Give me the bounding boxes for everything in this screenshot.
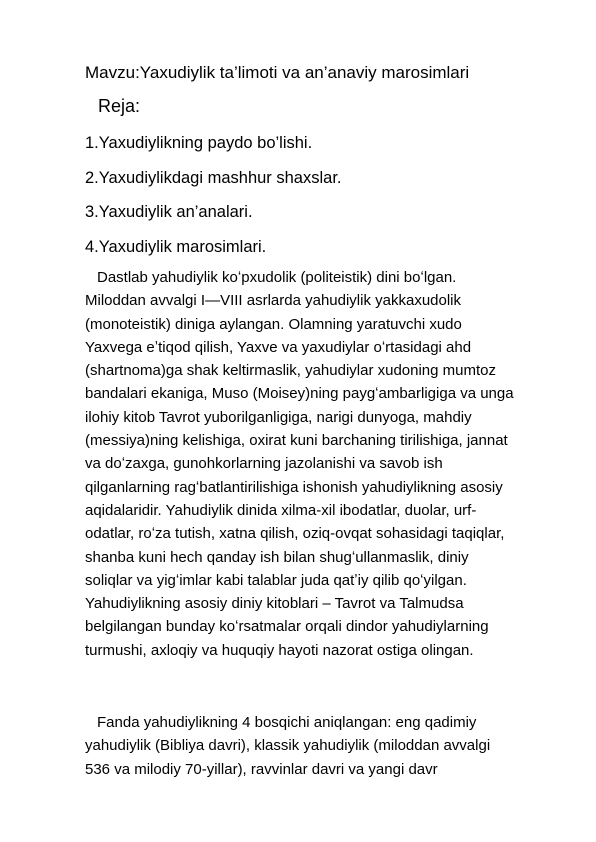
plan-item: 4.Yaxudiylik marosimlari. bbox=[85, 238, 267, 256]
document-title: Mavzu:Yaxudiylik ta’limoti va an’anaviy marosimlari bbox=[85, 63, 470, 82]
plan-heading: Reja: bbox=[98, 96, 141, 116]
text-line: (shartnoma)ga shak keltirmaslik, yahudiylar xudoning mumtoz bbox=[85, 362, 497, 380]
plan-item: 3.Yaxudiylik an’analari. bbox=[85, 203, 253, 221]
paragraph-dastlab bbox=[85, 266, 525, 662]
plan-item: 2.Yaxudiylikdagi mashhur shaxslar. bbox=[85, 169, 342, 187]
text-line: (messiya)ning kelishiga, oxirat kuni barchaning tirilishiga, jannat bbox=[85, 432, 508, 450]
text-line: shanba kuni hech qanday ish bilan shugʻullanmaslik, diniy bbox=[85, 548, 469, 566]
text-line: soliqlar va yigʻimlar kabi talablar juda qatʼiy qilib qoʻyilgan. bbox=[85, 571, 467, 589]
text-line: bandalari ekaniga, Muso (Moisey)ning paygʻambarligiga va unga bbox=[85, 385, 514, 403]
text-line: Yaxvega eʼtiqod qilish, Yaxve va yaxudiylar oʻrtasidagi ahd bbox=[85, 338, 472, 356]
text-line: ilohiy kitob Tavrot yuborilganligiga, narigi dunyoga, mahdiy bbox=[85, 408, 472, 426]
text-line: Yahudiylikning asosiy diniy kitoblari – Tavrot va Talmudsa bbox=[85, 595, 464, 613]
text-line: yahudiylik (Bibliya davri), klassik yahudiylik (miloddan avvalgi bbox=[85, 737, 491, 755]
text-line: 536 va milodiy 70-yillar), ravvinlar davri va yangi davr bbox=[85, 760, 438, 778]
text-line: Miloddan avvalgi I—VIII asrlarda yahudiylik yakkaxudolik bbox=[85, 292, 462, 310]
text-line: turmushi, axloqiy va huquqiy hayoti nazorat ostiga olingan. bbox=[85, 641, 474, 659]
text-line: Fanda yahudiylikning 4 bosqichi aniqlangan: eng qadimiy bbox=[97, 714, 477, 731]
text-line: va doʻzaxga, gunohkorlarning jazolanishi va savob ish bbox=[85, 455, 443, 473]
plan-item: 1.Yaxudiylikning paydo bo’lishi. bbox=[85, 134, 313, 152]
text-line: odatlar, roʻza tutish, xatna qilish, oziq-ovqat sohasidagi taqiqlar, bbox=[85, 525, 505, 543]
text-line: Dastlab yahudiylik koʻpxudolik (politeistik) dini boʻlgan. bbox=[97, 269, 457, 286]
text-line: aqidalaridir. Yahudiylik dinida xilma-xil ibodatlar, duolar, urf- bbox=[85, 501, 477, 519]
text-line: belgilangan bunday koʻrsatmalar orqali dindor yahudiylarning bbox=[85, 618, 489, 636]
paragraph-fanda bbox=[85, 711, 525, 781]
text-line: qilganlarning ragʻbatlantirilishiga ishonish yahudiylikning asosiy bbox=[85, 478, 503, 496]
text-line: (monoteistik) diniga aylangan. Olamning yaratuvchi xudo bbox=[85, 315, 462, 333]
